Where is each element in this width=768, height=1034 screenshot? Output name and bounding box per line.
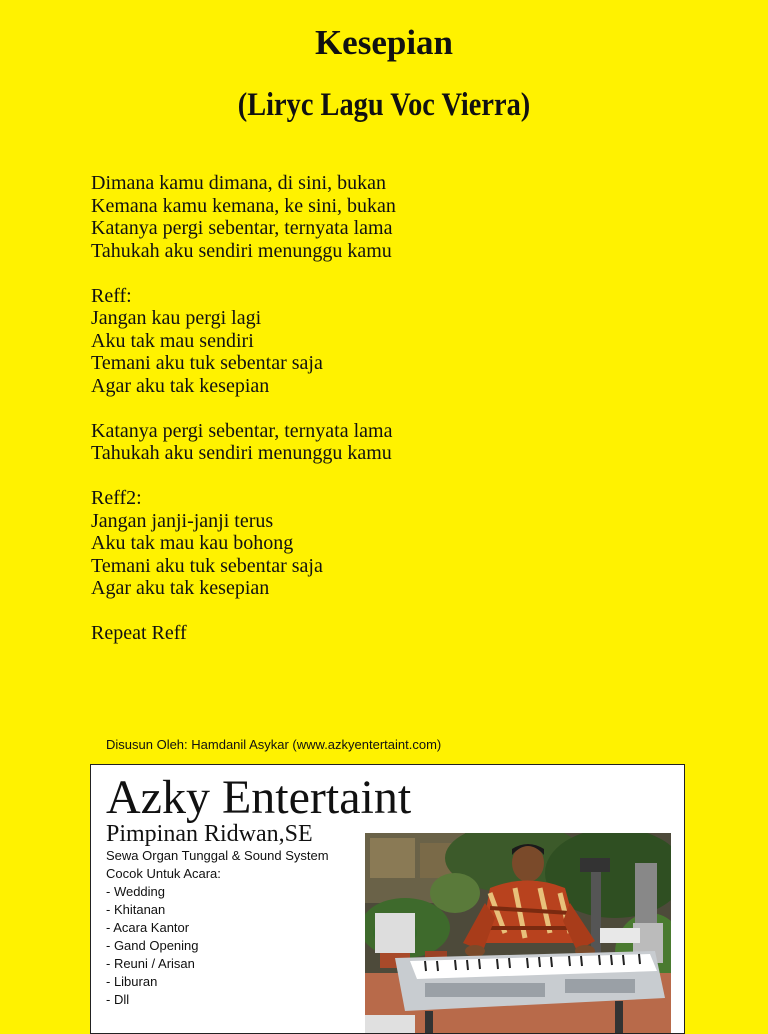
service-item: - Gand Opening xyxy=(106,938,199,953)
song-subtitle: (Liryc Lagu Voc Vierra) xyxy=(237,87,531,123)
author-credit: Disusun Oleh: Hamdanil Asykar (www.azkyentertaint.com) xyxy=(106,737,442,752)
service-item: - Reuni / Arisan xyxy=(106,956,195,971)
lyric-line: Katanya pergi sebentar, ternyata lama xyxy=(91,419,393,442)
services-list xyxy=(106,847,329,1009)
service-item: - Liburan xyxy=(106,974,158,989)
chorus xyxy=(91,285,691,398)
keyboard-player-photo xyxy=(365,833,671,1034)
repeat-instruction: Repeat Reff xyxy=(91,622,187,644)
chorus-label: Reff2: xyxy=(91,487,142,509)
verse-2 xyxy=(91,420,691,465)
company-leader: Pimpinan Ridwan,SE xyxy=(106,821,313,847)
service-line: Cocok Untuk Acara: xyxy=(106,866,221,881)
lyric-line: Jangan janji-janji terus xyxy=(91,509,274,532)
service-item: - Khitanan xyxy=(106,902,166,917)
ending xyxy=(91,622,691,645)
company-name: Azky Entertaint xyxy=(106,771,412,824)
chorus-label: Reff: xyxy=(91,284,132,307)
lyrics-block xyxy=(91,172,691,667)
song-title: Kesepian xyxy=(314,23,454,62)
lyric-line: Agar aku tak kesepian xyxy=(91,577,270,599)
lyric-line: Tahukah aku sendiri menunggu kamu xyxy=(91,442,392,464)
verse-1 xyxy=(91,172,691,262)
service-line: Sewa Organ Tunggal & Sound System xyxy=(106,848,329,863)
service-item: - Wedding xyxy=(106,884,166,899)
lyric-line: Dimana kamu dimana, di sini, bukan xyxy=(91,172,386,194)
advertisement-box xyxy=(90,764,685,1034)
lyric-line: Aku tak mau sendiri xyxy=(91,329,254,352)
service-item: - Acara Kantor xyxy=(106,920,190,935)
photo-illustration xyxy=(365,833,671,1034)
lyric-line: Jangan kau pergi lagi xyxy=(91,307,262,329)
service-item: - Dll xyxy=(106,992,130,1007)
lyric-line: Temani aku tuk sebentar saja xyxy=(91,352,323,374)
lyric-line: Kemana kamu kemana, ke sini, bukan xyxy=(91,194,396,217)
lyric-line: Aku tak mau kau bohong xyxy=(91,532,294,554)
lyric-line: Agar aku tak kesepian xyxy=(91,374,270,397)
chorus-2 xyxy=(91,487,691,600)
lyric-line: Temani aku tuk sebentar saja xyxy=(91,554,323,577)
lyric-line: Katanya pergi sebentar, ternyata lama xyxy=(91,217,393,239)
lyric-line: Tahukah aku sendiri menunggu kamu xyxy=(91,239,392,262)
